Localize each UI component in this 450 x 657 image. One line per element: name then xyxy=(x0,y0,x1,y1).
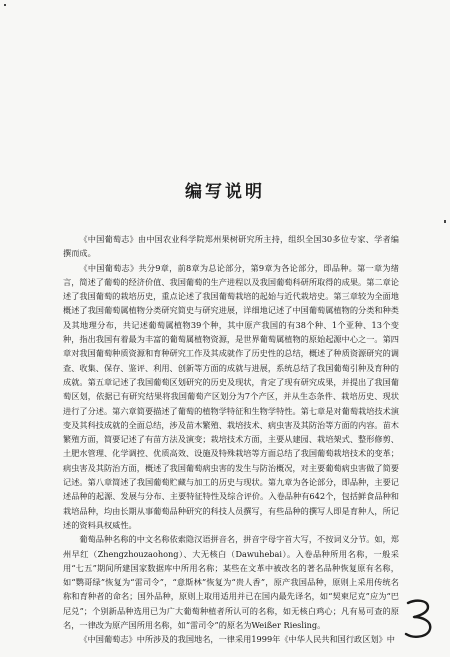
paragraph-chapters: 《中国葡萄志》共分9章，前8章为总论部分，第9章为各论部分，即品种。第一章为绪言，简述了葡萄的经济价值、我国葡萄的生产进程以及我国葡萄科研所取得的成果。第二章论述了我国葡萄的栽培历史，重点论述了我国葡萄栽培的起始与近代栽培史。第三章较为全面地概述了我国葡萄属植物分类研究简史与研究进展，详细地记述了中国葡萄属植物的分类和种类及其地理分布，共记述葡萄属植物39个种，其中原产我国的有38个种、1个亚种、13个变种，指出我国有着最为丰富的葡萄属植物资源，是世界葡萄属植物的原始起源中心之一。第四章对我国葡萄种质资源和育种研究工作及其成就作了历史性的总结，概述了种质资源研究的调查、收集、保存、鉴评、利用、创新等方面的成就与进展，系统总结了我国葡萄引种及育种的成就。第五章记述了我国葡萄区划研究的历史及现状，肯定了现有研究成果，并提出了我国葡萄区划，依据已有研究结果将我国葡萄产区划分为7个产区，并从生态条件、栽培历史、现状进行了分述。第六章简要描述了葡萄的植物学特征和生物学特性。第七章是对葡萄栽培技术演变及其科技成就的全面总结，涉及苗木繁殖、栽培技术、病虫害及其防治等方面的内容。苗木繁殖方面，简要记述了有苗方法及演变；栽培技术方面，主要从建园、栽培架式、整形修剪、土肥水管理、化学调控、优质高效、设施及特殊栽培等方面总结了我国葡萄栽培技术的变革；病虫害及其防治方面，概述了我国葡萄病虫害的发生与防治概况，对主要葡萄病虫害做了简要记述。第八章简述了我国葡萄贮藏与加工的历史与现状。第九章为各论部分，即品种，主要记述品种的起源、发展与分布、主要特征特性及综合评价。入卷品种有642个，包括鲜食品种和栽培品种，均由长期从事葡萄品种研究的科技人员撰写，有些品种的撰写人即是育种人，所记述的资料具权威性。 xyxy=(63,262,399,530)
body-text xyxy=(63,232,399,647)
paragraph-place-names: 《中国葡萄志》中所涉及的我国地名，一律采用1999年《中华人民共和国行政区划》中 xyxy=(79,634,395,645)
paragraph-intro: 《中国葡萄志》由中国农业科学院郑州果树研究所主持，组织全国30多位专家、学者编撰而成。 xyxy=(63,234,399,259)
scan-speck xyxy=(444,220,446,223)
handwritten-page-number xyxy=(402,597,436,641)
paragraph-naming: 葡萄品种名称的中文名称依索隐汉语拼音名，拼音字母字首大写，不按词义分节。如，郑州早红（Zhengzhouzaohong）、大无核白（Dawuhebai）。入卷品种所用名称，一般采用“七五”期间所建国家数据库中所用名称；某些在文革中被改名的著名品种恢复原有名称，如“鹦哥绿”恢复为“雷司令”，“意斯林”恢复为“贵人香”，原产我国品种，原则上采用传统名称和育种者的命名；国外品种，原则上取用适用并已在国内最先译名，如“契柬尼克”应为“巴尼兑”；个别新品种选用已为广大葡萄种植者所认可的名称，如无核白鸡心；凡有易可查的原名，一律改为原产国所用名称，如“雷司令”的原名为Weißer Riesling。 xyxy=(63,534,399,631)
page-title: 编写说明 xyxy=(185,182,265,202)
scan-speck xyxy=(4,4,6,6)
